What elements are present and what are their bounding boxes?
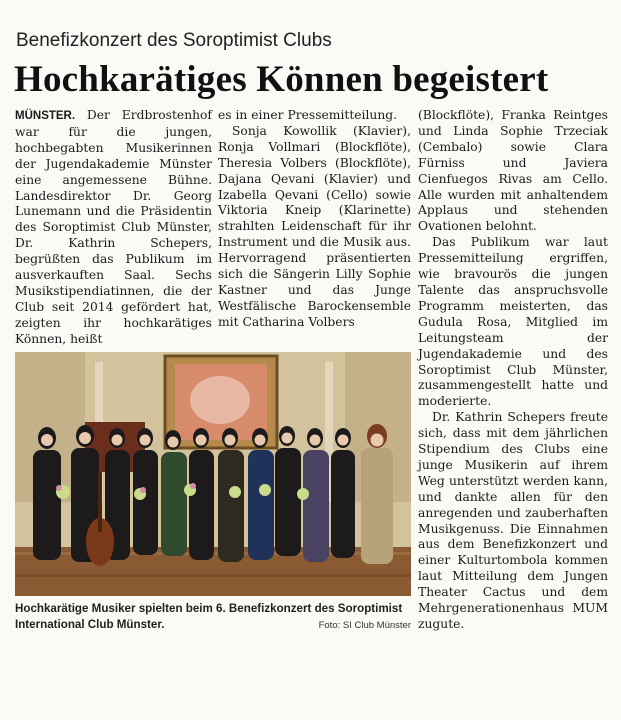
paragraph: Sonja Kowollik (Klavier), Ronja Vollmari (Blockflöte), Theresia Volbers (Blockflöte), Dajana Qevani (Klavier) und Izabella Qevani (Cello) sowie Viktoria Kneip (Klarinette) strahlten Leidenschaft für ihr Instrument und die Musik aus. Hervorragend präsentierten sich die Sängerin Lilly Sophie Kastner und das Junge Westfälische Barockensemble mit Catharina Volbers [218, 123, 411, 329]
concert-group-photo [15, 352, 411, 596]
paragraph: Das Publikum war laut Pressemitteilung ergriffen, wie bravourös die jungen Talente das anspruchsvolle Programm meisterten, das Gudula Rosa, Mitglied im Leitungsteam der Jugendakademie und des Soroptimist Club Münster, zusammengestellt hatte und moderierte. [418, 235, 608, 409]
paragraph: (Blockflöte), Franka Reintges und Linda Sophie Trzeciak (Cembalo) sowie Clara Fürniss und Javiera Cienfuegos Rivas am Cello. Alle wurden mit anhaltendem Applaus und stehenden Ovationen belohnt. [418, 108, 608, 234]
photo-illustration [15, 352, 411, 596]
article-kicker: Benefizkonzert des Soroptimist Clubs [16, 30, 332, 51]
photo-caption: Hochkarätige Musiker spielten beim 6. Benefizkonzert des Soroptimist International Club Münster. [15, 602, 403, 631]
paragraph: Dr. Kathrin Schepers freute sich, dass mit dem jährlichen Stipendium des Clubs eine junge Musikerin auf ihrem Weg unterstützt werden kann, und dankte allen für den anregenden und zauberhaften Musikgenuss. Die Einnahmen aus dem Benefizkonzert und einer Kulturtombola kommen laut Mitteilung dem Jungen Theater Cactus und dem Mehrgenerationenhaus MUM zugute. [418, 410, 608, 631]
article-column-2 [218, 108, 411, 331]
article-column-3 [418, 108, 608, 633]
article-headline: Hochkarätiges Können begeistert [14, 59, 549, 100]
paragraph: es in einer Pressemitteilung. [218, 108, 398, 122]
article-column-1 [15, 108, 212, 348]
paragraph [15, 108, 212, 348]
photo-credit: Foto: SI Club Münster [318, 620, 411, 631]
dateline: MÜNSTER. [15, 110, 76, 122]
paragraph-text: Der Erdbrostenhof war für die jungen, hochbegabten Musikerinnen der Jugendakademie Münster eine angemessene Bühne. Landesdirektor Dr. Georg Lunemann und die Präsidentin des Soroptimist Club Münster, Dr. Kathrin Schepers, begrüßten das Publikum im ausverkauften Saal. Sechs Musikstipendiatinnen, die der Club seit 2014 gefördert hat, zeigten ihr hochkarätiges Können, heißt [15, 108, 212, 346]
